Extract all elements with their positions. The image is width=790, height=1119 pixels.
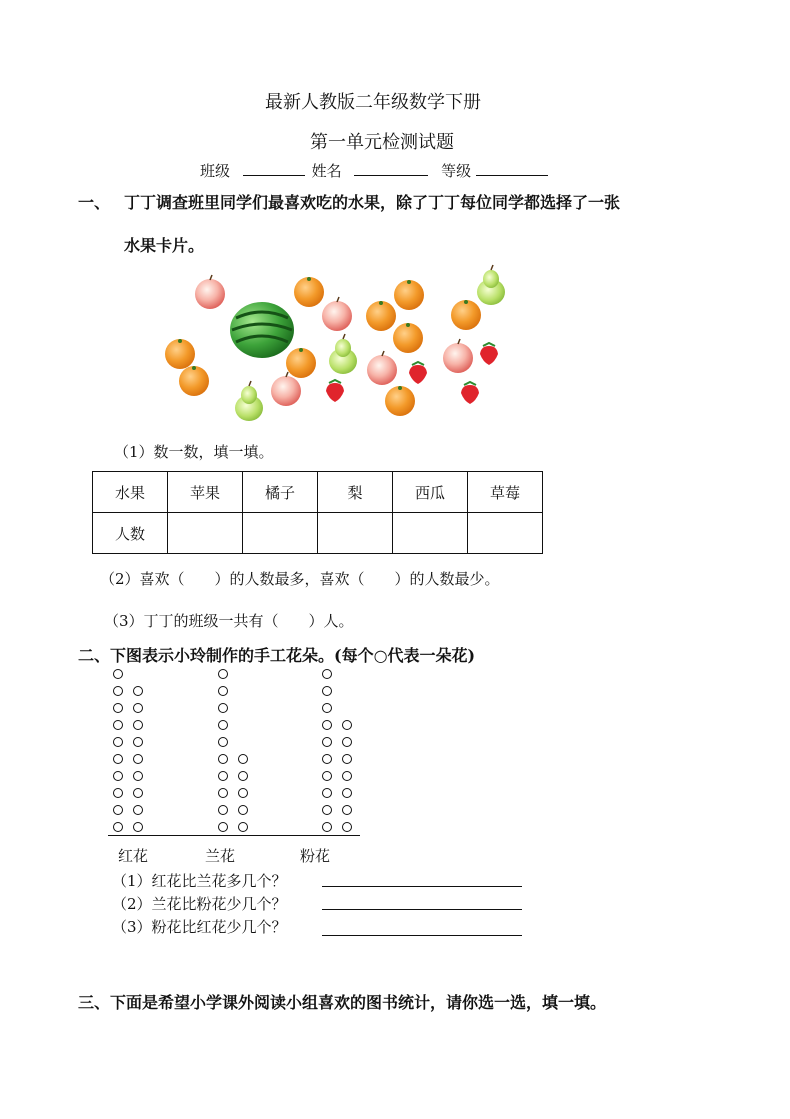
- flower-circle: [322, 788, 332, 798]
- answer-cell[interactable]: [168, 513, 243, 554]
- flower-circle: [133, 754, 143, 764]
- watermelon-icon: [230, 302, 294, 358]
- q2-question-2: （2）兰花比粉花少几个？: [112, 895, 287, 913]
- flower-circle: [133, 703, 143, 713]
- flower-circle: [113, 703, 123, 713]
- flower-circle: [218, 771, 228, 781]
- flower-circle: [218, 737, 228, 747]
- page-subtitle: 第一单元检测试题: [310, 132, 454, 153]
- orange-icon: [385, 386, 415, 416]
- apple-icon: [443, 339, 473, 373]
- flower-circle: [322, 703, 332, 713]
- grade-blank[interactable]: [476, 161, 548, 176]
- flower-circle: [342, 754, 352, 764]
- student-info-row: [200, 160, 548, 181]
- flower-circle: [133, 788, 143, 798]
- flower-circle: [113, 754, 123, 764]
- flower-circle: [322, 822, 332, 832]
- answer-cell[interactable]: [393, 513, 468, 554]
- flower-circle: [342, 822, 352, 832]
- flower-circle: [113, 669, 123, 679]
- name-label: 姓名: [311, 162, 342, 180]
- strawberry-icon: [326, 380, 344, 402]
- flower-circle: [113, 720, 123, 730]
- flower-circle: [322, 805, 332, 815]
- apple-icon: [195, 275, 225, 309]
- flower-circle: [218, 805, 228, 815]
- table-header-cell: 苹果: [168, 472, 243, 513]
- flower-circle: [133, 737, 143, 747]
- flower-circle: [238, 754, 248, 764]
- orange-icon: [366, 301, 396, 331]
- flower-label-pink: 粉花: [300, 847, 331, 865]
- name-blank[interactable]: [354, 161, 428, 176]
- flower-circle: [218, 788, 228, 798]
- flower-circle: [218, 703, 228, 713]
- apple-icon: [322, 297, 352, 331]
- flower-circle: [113, 686, 123, 696]
- flower-circle: [342, 720, 352, 730]
- orange-icon: [394, 280, 424, 310]
- fruit-picture: [150, 258, 530, 428]
- flower-circle: [218, 669, 228, 679]
- orange-icon: [179, 366, 209, 396]
- answer-line-2[interactable]: [322, 909, 522, 910]
- flower-circle: [322, 686, 332, 696]
- flower-circle: [238, 822, 248, 832]
- strawberry-icon: [461, 382, 479, 404]
- flower-circle: [113, 737, 123, 747]
- flower-circle: [322, 754, 332, 764]
- flower-chart: [108, 666, 368, 841]
- flower-circle: [133, 822, 143, 832]
- table-header-cell: 草莓: [468, 472, 543, 513]
- flower-circle: [342, 771, 352, 781]
- q2-question-3: （3）粉花比红花少几个？: [112, 918, 287, 936]
- answer-line-3[interactable]: [322, 935, 522, 936]
- flower-circle: [218, 754, 228, 764]
- flower-circle: [218, 720, 228, 730]
- flower-circle: [322, 669, 332, 679]
- class-label: 班级: [200, 162, 231, 180]
- table-header-cell: 梨: [318, 472, 393, 513]
- flower-circle: [342, 788, 352, 798]
- flower-circle: [238, 771, 248, 781]
- apple-icon: [367, 351, 397, 385]
- answer-cell[interactable]: [318, 513, 393, 554]
- table-row: [93, 513, 543, 554]
- strawberry-icon: [480, 343, 498, 365]
- grade-label: 等级: [441, 162, 472, 180]
- q1-text-line1: 丁丁调查班里同学们最喜欢吃的水果，除了丁丁每位同学都选择了一张: [124, 193, 621, 212]
- answer-line-1[interactable]: [322, 886, 522, 887]
- page-title: 最新人教版二年级数学下册: [265, 92, 481, 113]
- q1-number: 一、: [78, 193, 111, 212]
- table-row-label: 人数: [93, 513, 168, 554]
- orange-icon: [286, 348, 316, 378]
- flower-circle: [113, 788, 123, 798]
- flower-label-orchid: 兰花: [205, 847, 236, 865]
- flower-circle: [133, 805, 143, 815]
- flower-circle: [218, 686, 228, 696]
- baseline: [108, 835, 360, 836]
- flower-circle: [322, 720, 332, 730]
- table-header-cell: 西瓜: [393, 472, 468, 513]
- q3-text: 三、下面是希望小学课外阅读小组喜欢的图书统计，请你选一选，填一填。: [78, 993, 607, 1012]
- flower-label-red: 红花: [118, 847, 149, 865]
- table-header-row: [93, 472, 543, 513]
- q2-question-1: （1）红花比兰花多几个？: [112, 872, 287, 890]
- orange-icon: [451, 300, 481, 330]
- flower-circle: [322, 737, 332, 747]
- flower-circle: [113, 805, 123, 815]
- q1-sub3: （3）丁丁的班级一共有（ ）人。: [104, 612, 354, 630]
- flower-circle: [322, 771, 332, 781]
- table-header-cell: 水果: [93, 472, 168, 513]
- orange-icon: [165, 339, 195, 369]
- flower-circle: [218, 822, 228, 832]
- flower-circle: [113, 771, 123, 781]
- q1-text-line2: 水果卡片。: [124, 236, 205, 255]
- flower-circle: [113, 822, 123, 832]
- flower-circle: [342, 737, 352, 747]
- class-blank[interactable]: [243, 161, 305, 176]
- flower-circle: [133, 720, 143, 730]
- pear-icon: [329, 334, 357, 374]
- orange-icon: [393, 323, 423, 353]
- answer-cell[interactable]: [468, 513, 543, 554]
- flower-circle: [342, 805, 352, 815]
- pear-icon: [235, 381, 263, 421]
- flower-circle: [133, 771, 143, 781]
- flower-circle: [133, 686, 143, 696]
- pear-icon: [477, 265, 505, 305]
- strawberry-icon: [409, 362, 427, 384]
- q1-sub2: （2）喜欢（ ）的人数最多，喜欢（ ）的人数最少。: [100, 570, 500, 588]
- q1-sub1: （1）数一数，填一填。: [114, 443, 274, 461]
- flower-circle: [238, 805, 248, 815]
- q2-text: 二、下图表示小玲制作的手工花朵。(每个○代表一朵花): [78, 646, 476, 665]
- fruit-count-table: [92, 471, 543, 554]
- table-header-cell: 橘子: [243, 472, 318, 513]
- flower-circle: [238, 788, 248, 798]
- answer-cell[interactable]: [243, 513, 318, 554]
- orange-icon: [294, 277, 324, 307]
